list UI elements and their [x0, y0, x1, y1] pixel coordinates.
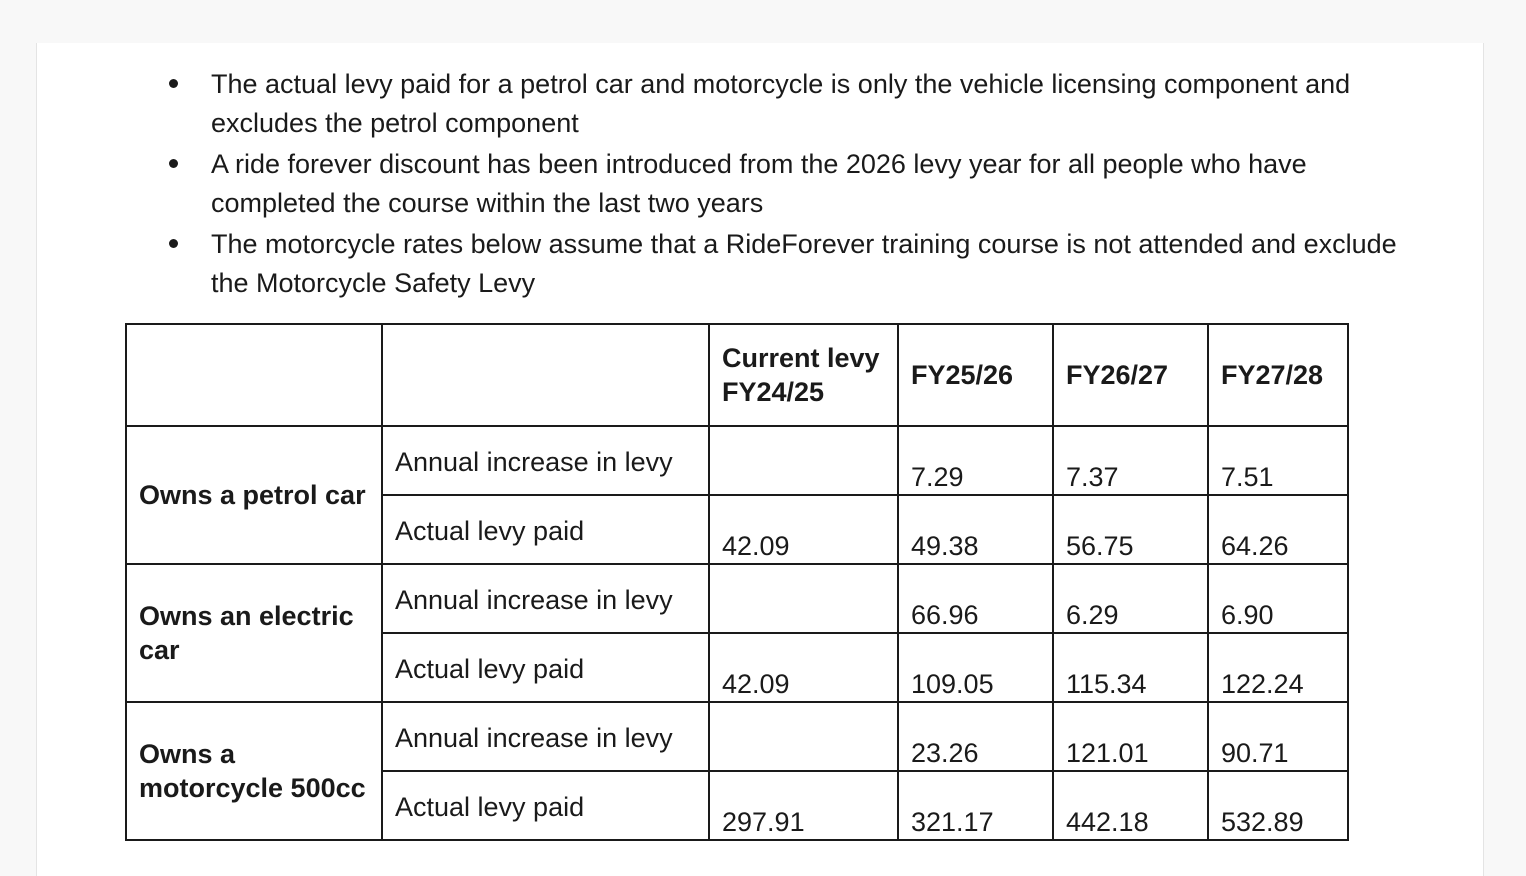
table-cell: 23.26 [898, 702, 1053, 771]
group-label-motorcycle: Owns a motorcycle 500cc [126, 702, 382, 840]
bullet-dot-icon [169, 79, 178, 88]
bullet-text: A ride forever discount has been introduced from the 2026 levy year for all people who have completed the course within the last two years [211, 149, 1307, 218]
table-cell: 321.17 [898, 771, 1053, 840]
table-header-row [126, 324, 1348, 426]
table-cell: 66.96 [898, 564, 1053, 633]
bullet-text: The actual levy paid for a petrol car and motorcycle is only the vehicle licensing component and excludes the petrol component [211, 69, 1351, 138]
table-cell: 6.29 [1053, 564, 1208, 633]
bullet-dot-icon [169, 159, 178, 168]
table-cell: 121.01 [1053, 702, 1208, 771]
group-label-petrol-car: Owns a petrol car [126, 426, 382, 564]
header-cell-current-levy: Current levy FY24/25 [709, 324, 898, 426]
metric-label: Annual increase in levy [382, 564, 709, 633]
header-cell-fy26-27: FY26/27 [1053, 324, 1208, 426]
header-cell-metric [382, 324, 709, 426]
table-cell: 64.26 [1208, 495, 1348, 564]
table-cell [709, 564, 898, 633]
table-cell: 56.75 [1053, 495, 1208, 564]
bullet-item [37, 65, 1483, 143]
table-cell: 532.89 [1208, 771, 1348, 840]
document-page [36, 43, 1484, 876]
metric-label: Annual increase in levy [382, 426, 709, 495]
bullet-item [37, 225, 1483, 303]
table-cell [709, 702, 898, 771]
table-cell: 49.38 [898, 495, 1053, 564]
table-row [126, 702, 1348, 771]
table-cell: 42.09 [709, 495, 898, 564]
table-cell [709, 426, 898, 495]
table-cell: 7.37 [1053, 426, 1208, 495]
table-cell: 7.29 [898, 426, 1053, 495]
header-cell-fy25-26: FY25/26 [898, 324, 1053, 426]
bullet-list [37, 65, 1483, 305]
table-row [126, 426, 1348, 495]
levy-table [125, 323, 1349, 841]
bullet-text: The motorcycle rates below assume that a RideForever training course is not attended and exclude the Motorcycle Safety Levy [211, 229, 1397, 298]
bullet-item [37, 145, 1483, 223]
table-cell: 122.24 [1208, 633, 1348, 702]
table-cell: 297.91 [709, 771, 898, 840]
table-cell: 42.09 [709, 633, 898, 702]
metric-label: Actual levy paid [382, 495, 709, 564]
header-cell-group [126, 324, 382, 426]
table-cell: 90.71 [1208, 702, 1348, 771]
table-cell: 7.51 [1208, 426, 1348, 495]
metric-label: Actual levy paid [382, 633, 709, 702]
metric-label: Actual levy paid [382, 771, 709, 840]
table-row [126, 564, 1348, 633]
group-label-electric-car: Owns an electric car [126, 564, 382, 702]
table-cell: 109.05 [898, 633, 1053, 702]
header-cell-fy27-28: FY27/28 [1208, 324, 1348, 426]
table-cell: 442.18 [1053, 771, 1208, 840]
table-cell: 6.90 [1208, 564, 1348, 633]
bullet-dot-icon [169, 239, 178, 248]
table-cell: 115.34 [1053, 633, 1208, 702]
metric-label: Annual increase in levy [382, 702, 709, 771]
